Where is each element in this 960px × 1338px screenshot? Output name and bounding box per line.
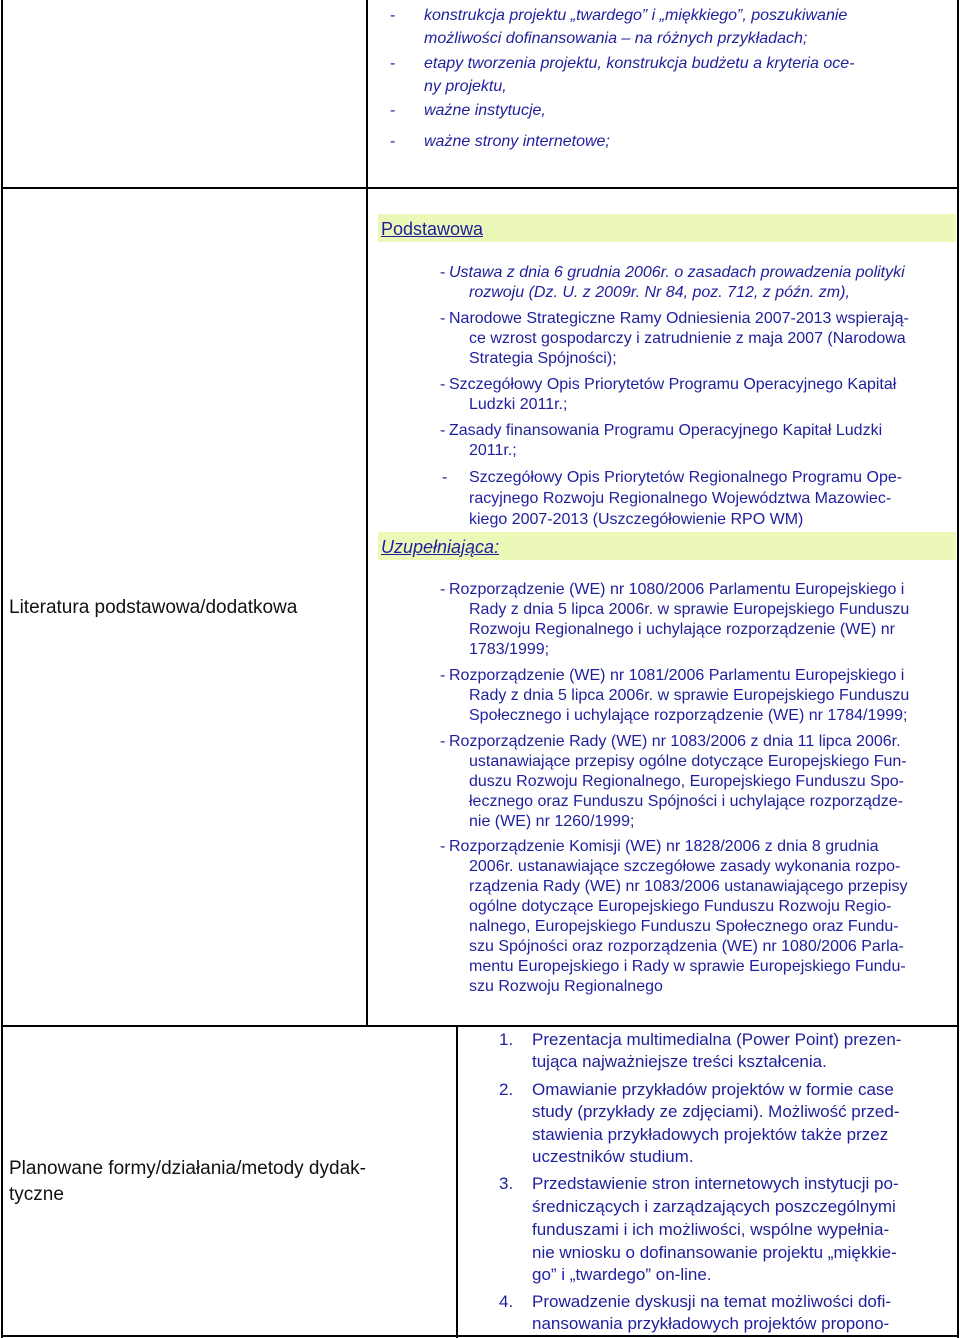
list-item-line: go” i „twardego” on-line. [532,1265,712,1284]
list-item-line: nie wniosku o dofinansowanie projektu „miękkie- [532,1243,897,1262]
list-item-line: tująca najważniejsze treści kształcenia. [532,1052,827,1071]
list-item-line: Rozporządzenie Komisji (WE) nr 1828/2006 z dnia 8 grudnia [449,838,879,855]
list-item-line: Prezentacja multimedialna (Power Point) prezen- [532,1030,902,1049]
list-item-line: ce wzrost gospodarczy i zatrudnienie z maja 2007 (Narodowa [469,330,906,347]
list-item-line: ny projektu, [424,78,507,95]
bullet-dash: - [390,102,396,119]
bullet-dash: - [390,7,396,24]
list-item-line: Przedstawienie stron internetowych instytucji po- [532,1174,899,1193]
list-item-line: rozwoju (Dz. U. z 2009r. Nr 84, poz. 712, z późn. zm), [469,284,850,301]
list-item-line: konstrukcja projektu „twardego” i „miękkiego”, poszukiwanie [424,7,848,24]
list-item-line: Strategia Spójności); [469,350,617,367]
list-item-number: 4. [499,1292,514,1311]
list-item-line: etapy tworzenia projektu, konstrukcja budżetu a kryteria oce- [424,55,855,72]
list-item-line: study (przykłady ze zdjęciami). Możliwość przed- [532,1102,900,1121]
list-item-line: ważne instytucje, [424,102,546,119]
list-item-line: szu Spójności oraz rozporządzenia (WE) nr 1080/2006 Parla- [469,938,904,955]
list-item-line: 2011r.; [469,442,517,459]
table-bottom-border [1,1335,959,1337]
list-item-line: funduszami i ich możliwości, wspólne wypełnia- [532,1220,890,1239]
bullet-dash: - [440,422,446,439]
list-item-line: ustanawiające przepisy ogólne dotyczące Europejskiego Fun- [469,753,907,770]
methods-row-label-line: tyczne [9,1184,64,1205]
list-item-line: szu Rozwoju Regionalnego [469,978,663,995]
list-item-line: 1783/1999; [469,641,550,658]
bullet-dash: - [440,733,446,750]
bullet-dash: - [440,264,446,281]
supplementary-heading: Uzupełniająca: [381,537,500,557]
row-divider-1 [1,187,959,189]
list-item-line: Rozporządzenie (WE) nr 1081/2006 Parlamentu Europejskiego i [449,667,905,684]
list-item-line: Rozwoju Regionalnego i uchylające rozporządzenie (WE) nr [469,621,895,638]
table-left-border [1,0,3,1338]
bullet-dash: - [440,667,446,684]
bullet-dash: - [440,310,446,327]
list-item-line: Ustawa z dnia 6 grudnia 2006r. o zasadach prowadzenia polityki [449,264,905,281]
list-item-line: Rozporządzenie (WE) nr 1080/2006 Parlamentu Europejskiego i [449,581,905,598]
row-divider-2 [1,1025,959,1027]
list-item-line: Rady z dnia 5 lipca 2006r. w sprawie Europejskiego Funduszu [469,601,910,618]
column-divider-top [366,0,368,1026]
list-item-number: 2. [499,1080,514,1099]
bullet-dash: - [390,55,396,72]
basic-heading: Podstawowa [381,219,484,239]
bullet-dash: - [390,133,396,150]
bullet-dash: - [442,469,448,486]
list-item-line: możliwości dofinansowania – na różnych przykładach; [424,30,808,47]
methods-row-label-line: Planowane formy/działania/metody dydak- [9,1158,366,1179]
list-item-line: nalnego, Europejskiego Funduszu Społecznego oraz Fundu- [469,918,899,935]
bullet-dash: - [440,376,446,393]
list-item-line: uczestników studium. [532,1147,694,1166]
list-item-line: Szczegółowy Opis Priorytetów Regionalnego Programu Ope- [469,469,903,486]
list-item-line: nie (WE) nr 1260/1999; [469,813,635,830]
list-item-line: Rady z dnia 5 lipca 2006r. w sprawie Europejskiego Funduszu [469,687,910,704]
list-item-line: stawienia przykładowych projektów także przez [532,1125,889,1144]
list-item-line: ogólne dotyczące Europejskiego Funduszu Rozwoju Regio- [469,898,892,915]
bullet-dash: - [440,581,446,598]
list-item-number: 3. [499,1174,514,1193]
list-item-line: ważne strony internetowe; [424,133,610,150]
list-item-line: racyjnego Rozwoju Regionalnego Województwa Mazowiec- [469,490,892,507]
list-item-line: Ludzki 2011r.; [469,396,568,413]
list-item-number: 1. [499,1030,514,1049]
list-item-line: Szczegółowy Opis Priorytetów Programu Operacyjnego Kapitał [449,376,897,393]
table-right-border [957,0,959,1338]
list-item-line: Rozporządzenie Rady (WE) nr 1083/2006 z dnia 11 lipca 2006r. [449,733,901,750]
column-divider-bottom [456,1026,458,1338]
list-item-line: średniczących i zarządzających poszczególnymi [532,1197,896,1216]
list-item-line: Społecznego i uchylające rozporządzenie (WE) nr 1784/1999; [469,707,908,724]
literature-row-label: Literatura podstawowa/dodatkowa [9,597,298,618]
list-item-line: kiego 2007-2013 (Uszczegółowienie RPO WM) [469,511,804,528]
list-item-line: 2006r. ustanawiające szczegółowe zasady wykonania rozpo- [469,858,901,875]
list-item-line: duszu Rozwoju Regionalnego, Europejskiego Funduszu Spo- [469,773,904,790]
list-item-line: Prowadzenie dyskusji na temat możliwości dofi- [532,1292,892,1311]
list-item-line: Omawianie przykładów projektów w formie case [532,1080,894,1099]
list-item-line: mentu Europejskiego i Rady w sprawie Europejskiego Fundu- [469,958,906,975]
list-item-line: łecznego oraz Funduszu Spójności i uchylające rozporządze- [469,793,904,810]
bullet-dash: - [440,838,446,855]
list-item-line: rządzenia Rady (WE) nr 1083/2006 ustanawiającego przepisy [469,878,908,895]
list-item-line: Zasady finansowania Programu Operacyjnego Kapitał Ludzki [449,422,883,439]
list-item-line: nansowania przykładowych projektów propono- [532,1314,890,1333]
list-item-line: Narodowe Strategiczne Ramy Odniesienia 2007-2013 wspierają- [449,310,909,327]
